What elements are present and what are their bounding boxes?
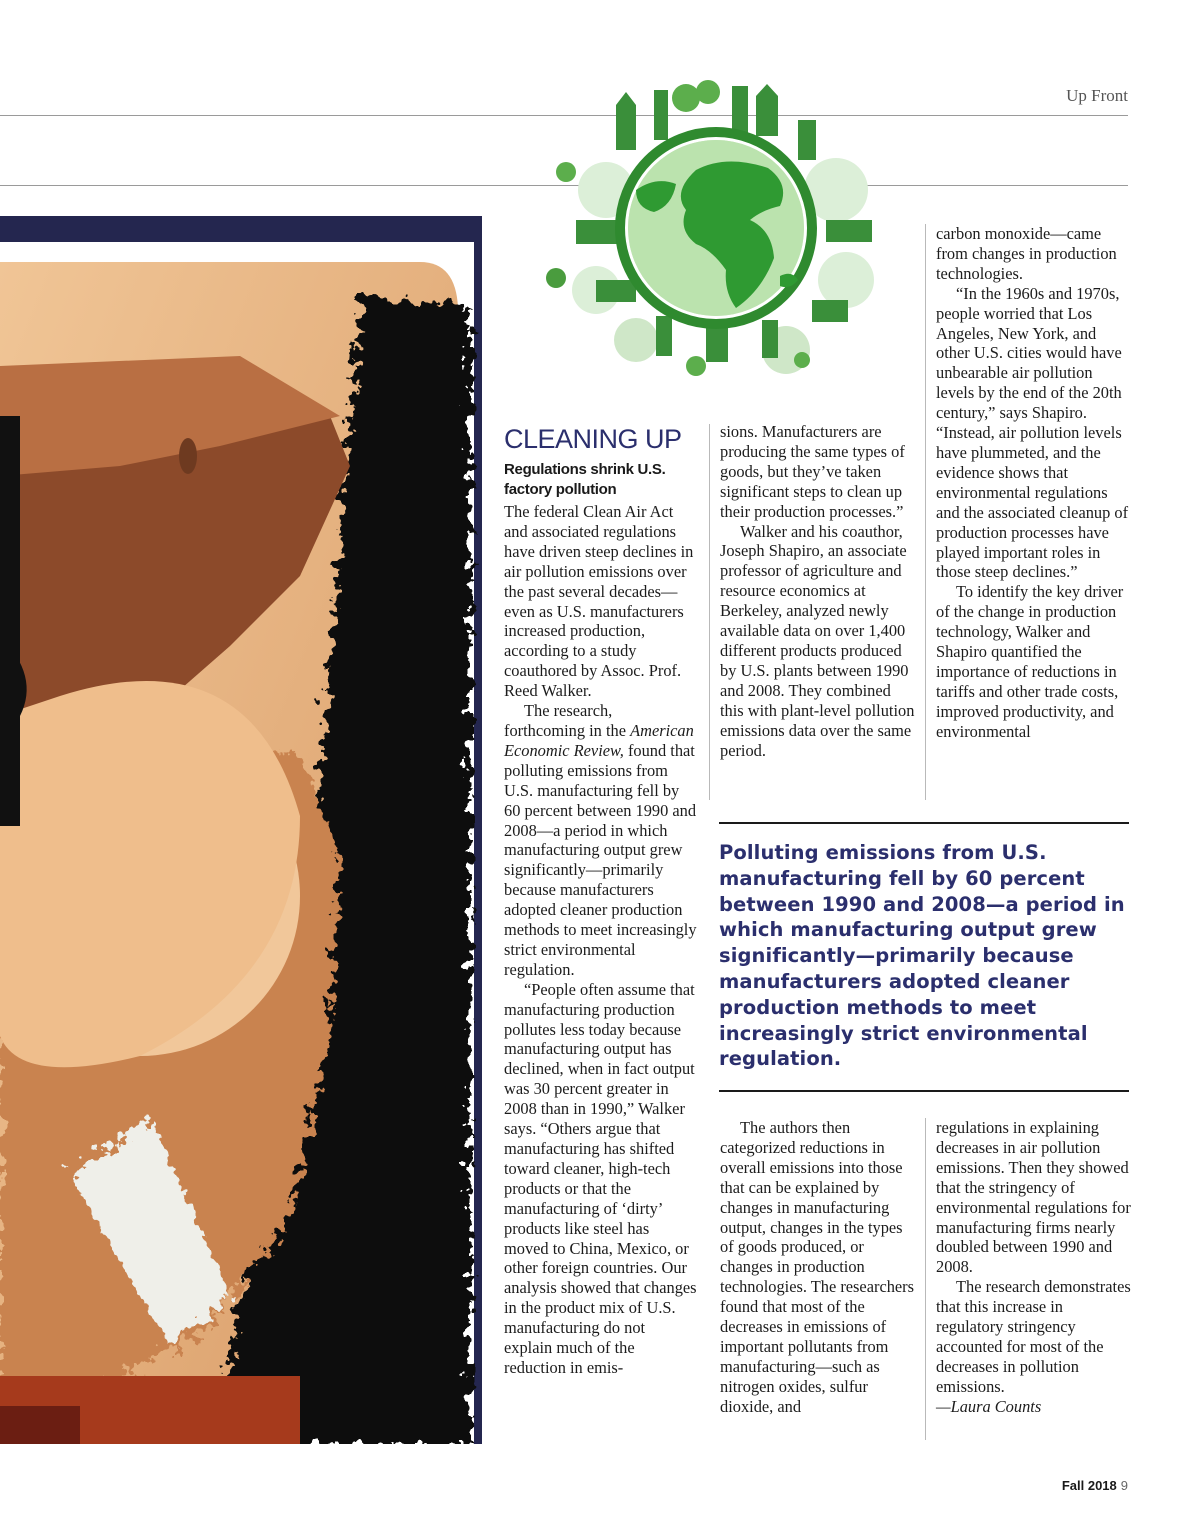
page-footer <box>1020 1478 1128 1493</box>
paragraph: carbon monoxide—came from changes in production technologies. <box>936 224 1117 283</box>
article-column-2-bottom <box>720 1118 916 1417</box>
article-deck: Regulations shrink U.S. factory pollution <box>504 461 666 498</box>
section-label: Up Front <box>1066 86 1128 105</box>
text-run: found that polluting emissions from U.S. manufacturing fell by 60 percent between 1990 and 2008—a period in which manufacturing output grew significantly—primarily because manufacturers adopted cleaner production methods to meet increasingly strict environmental regulation. <box>504 740 697 979</box>
paragraph <box>504 701 697 980</box>
column-divider <box>925 1118 926 1440</box>
column-divider <box>925 224 926 800</box>
article-column-3-bottom <box>936 1118 1131 1417</box>
issue-label: Fall 2018 <box>1061 1478 1117 1493</box>
paragraph: Walker and his coauthor, Joseph Shapiro, an associate professor of agriculture and resource economics at Berkeley, analyzed newly available data on over 1,400 different products produced by U.S. plants between 1990 and 2008. They combined this with plant-level pollution emissions data over the same period. <box>720 521 915 760</box>
face-illustration <box>0 216 482 1444</box>
paragraph: sions. Manufacturers are producing the same types of goods, but they’ve taken significant steps to clean up their production processes.” <box>720 422 905 521</box>
paragraph: regulations in explaining decreases in air pollution emissions. Then they showed that the stringency of environmental regulations for manufacturing firms nearly doubled between 1990 and 2008. <box>936 1118 1131 1277</box>
paragraph: The authors then categorized reductions in overall emissions into those that can be explained by changes in manufacturing output, changes in the types of goods produced, or changes in production technologies. The researchers found that most of the decreases in emissions of important pollutants from manufacturing—such as nitrogen oxides, sulfur dioxide, and <box>720 1118 915 1416</box>
article-headline: CLEANING UP <box>504 424 682 454</box>
paragraph: The research demonstrates that this increase in regulatory stringency accounted for most of the decreases in pollution emissions. <box>936 1277 1131 1396</box>
pull-quote-rule-top <box>719 822 1129 824</box>
earth-globe-illustration <box>536 80 906 390</box>
article-column-3-top <box>936 224 1131 742</box>
article-column-2-top <box>720 422 916 760</box>
paragraph: “In the 1960s and 1970s, people worried that Los Angeles, New York, and other U.S. cities would have unbearable air pollution levels by the end of the 20th century,” says Shapiro. “Instead, air pollution levels have plummeted, and the evidence shows that environmental regulations and the associated cleanup of production processes have played important roles in those steep declines.” <box>936 283 1129 582</box>
byline: —Laura Counts <box>936 1396 1042 1416</box>
column-divider <box>709 424 710 800</box>
journal-name: American Economic Review, <box>504 720 694 760</box>
pull-quote: Polluting emissions from U.S. manufacturing fell by 60 percent between 1990 and 2008—a period in which manufacturing output grew significantly—primarily because manufacturers adopted cleaner production methods to meet increasingly strict environmental regulation. <box>719 841 1125 1071</box>
paragraph: The federal Clean Air Act and associated regulations have driven steep declines in air pollution emissions over the past several decades—even as U.S. manufacturers increased production, according to a study coauthored by Assoc. Prof. Reed Walker. <box>504 502 694 701</box>
paragraph: “People often assume that manufacturing production pollutes less today because manufacturing output has declined, when in fact output was 30 percent greater in 2008 than in 1990,” Walker says. “Others argue that manufacturing has shifted toward cleaner, high-tech products or that the manufacturing of ‘dirty’ products like steel has moved to China, Mexico, or other foreign countries. Our analysis showed that changes in the product mix of U.S. manufacturing do not explain much of the reduction in emis- <box>504 979 697 1377</box>
pull-quote-rule-bottom <box>719 1090 1129 1092</box>
article-column-1 <box>504 502 697 1378</box>
paragraph: To identify the key driver of the change in production technology, Walker and Shapiro quantified the importance of reductions in tariffs and other trade costs, improved productivity, and environmental <box>936 582 1124 741</box>
page-number: 9 <box>1120 1478 1128 1493</box>
text-run: The research, forthcoming in the <box>504 701 631 740</box>
